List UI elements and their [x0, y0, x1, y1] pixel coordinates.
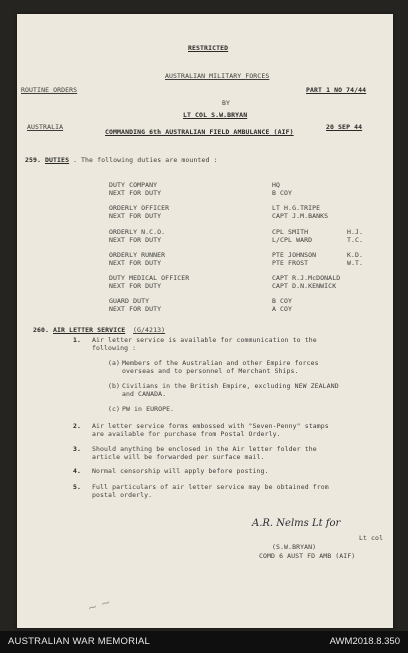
duty-next-label: NEXT FOR DUTY [109, 282, 162, 290]
duty-assignee: B COY [272, 297, 293, 305]
duty-next-assignee: PTE FROST [272, 259, 309, 267]
duty-assignee: HQ [272, 181, 281, 189]
duty-role: ORDERLY RUNNER [109, 251, 166, 259]
duty-assignee: LT H.G.TRIPE [272, 204, 321, 212]
paragraph-number: 2. [73, 422, 82, 430]
handwritten-signature: A.R. Nelms Lt for [252, 518, 341, 529]
paragraph-number: 5. [73, 483, 82, 491]
accession-number: AWM2018.8.350 [329, 636, 400, 647]
signatory-title: COMD 6 AUST FD AMB (AIF) [259, 552, 356, 560]
duty-next-label: NEXT FOR DUTY [109, 305, 162, 313]
order-date: 20 SEP 44 [326, 123, 363, 131]
duty-role: ORDERLY N.C.O. [109, 228, 166, 236]
paragraph-text: Full particulars of air letter service may be obtained from [92, 483, 329, 491]
duty-next-initials: T.C. [347, 236, 364, 244]
duty-next-assignee: A COY [272, 305, 293, 313]
duty-assignee: PTE JOHNSON [272, 251, 317, 259]
pencil-mark: ~ ~ [85, 594, 113, 616]
list-item-text: Civilians in the British Empire, excluding NEW ZEALAND [122, 382, 339, 390]
list-item-text: overseas and to personnel of Merchant Ships. [122, 367, 299, 375]
duty-next-assignee: L/CPL WARD [272, 236, 313, 244]
signatory-rank: Lt col [359, 534, 384, 542]
paragraph-text: postal orderly. [92, 491, 153, 499]
archive-footer [0, 631, 408, 653]
duty-role: GUARD DUTY [109, 297, 150, 305]
restricted-marking: RESTRICTED [188, 44, 229, 52]
list-item-label: (c) [108, 405, 121, 413]
paragraph-number: 3. [73, 445, 82, 453]
duty-assignee: CAPT R.J.McDONALD [272, 274, 341, 282]
list-item-label: (b) [108, 382, 121, 390]
by-label: BY [222, 99, 231, 107]
paragraph-text: are available for purchase from Postal Orderly. [92, 430, 281, 438]
paragraph-text: Air letter service forms embossed with "Seven-Penny" stamps [92, 422, 329, 430]
paragraph-text: following : [92, 344, 137, 352]
section-259-title: DUTIES [45, 156, 70, 164]
command-heading: COMMANDING 6th AUSTRALIAN FIELD AMBULANCE (AIF) [105, 128, 294, 136]
section-260-number: 260. [33, 326, 50, 334]
duty-next-label: NEXT FOR DUTY [109, 259, 162, 267]
duty-next-label: NEXT FOR DUTY [109, 236, 162, 244]
paragraph-text: Air letter service is available for communication to the [92, 336, 317, 344]
paragraph-text: Normal censorship will apply before posting. [92, 467, 269, 475]
paragraph-number: 1. [73, 336, 82, 344]
duty-next-assignee: CAPT J.M.BANKS [272, 212, 329, 220]
paragraph-text: Should anything be enclosed in the Air letter folder the [92, 445, 317, 453]
section-259-intro: . The following duties are mounted : [73, 156, 218, 164]
duty-role: DUTY MEDICAL OFFICER [109, 274, 190, 282]
list-item-text: and CANADA. [122, 390, 167, 398]
part-number: PART 1 NO 74/44 [306, 86, 367, 94]
duty-next-assignee: B COY [272, 189, 293, 197]
officer-name: LT COL S.W.BRYAN [183, 111, 248, 119]
section-259-number: 259. [25, 156, 42, 164]
paragraph-number: 4. [73, 467, 82, 475]
document-page [17, 14, 393, 628]
signatory-name: (S.W.BRYAN) [272, 543, 317, 551]
duty-next-label: NEXT FOR DUTY [109, 189, 162, 197]
routine-orders-heading: ROUTINE ORDERS [21, 86, 78, 94]
duty-role: DUTY COMPANY [109, 181, 158, 189]
section-260-title: AIR LETTER SERVICE [53, 326, 126, 334]
paragraph-text: article will be forwarded per surface mail. [92, 453, 265, 461]
duty-assignee: CPL SMITH [272, 228, 309, 236]
section-260-reference: (G/4213) [133, 326, 166, 334]
list-item-text: Members of the Australian and other Empire forces [122, 359, 319, 367]
forces-heading: AUSTRALIAN MILITARY FORCES [165, 72, 270, 80]
duty-role: ORDERLY OFFICER [109, 204, 170, 212]
archive-source: AUSTRALIAN WAR MEMORIAL [8, 636, 151, 647]
duty-initials: H.J. [347, 228, 364, 236]
duty-next-assignee: CAPT D.N.KENWICK [272, 282, 337, 290]
duty-next-initials: W.T. [347, 259, 364, 267]
duty-initials: K.D. [347, 251, 364, 259]
list-item-label: (a) [108, 359, 121, 367]
duty-next-label: NEXT FOR DUTY [109, 212, 162, 220]
list-item-text: PW in EUROPE. [122, 405, 175, 413]
country-label: AUSTRALIA [27, 123, 64, 131]
